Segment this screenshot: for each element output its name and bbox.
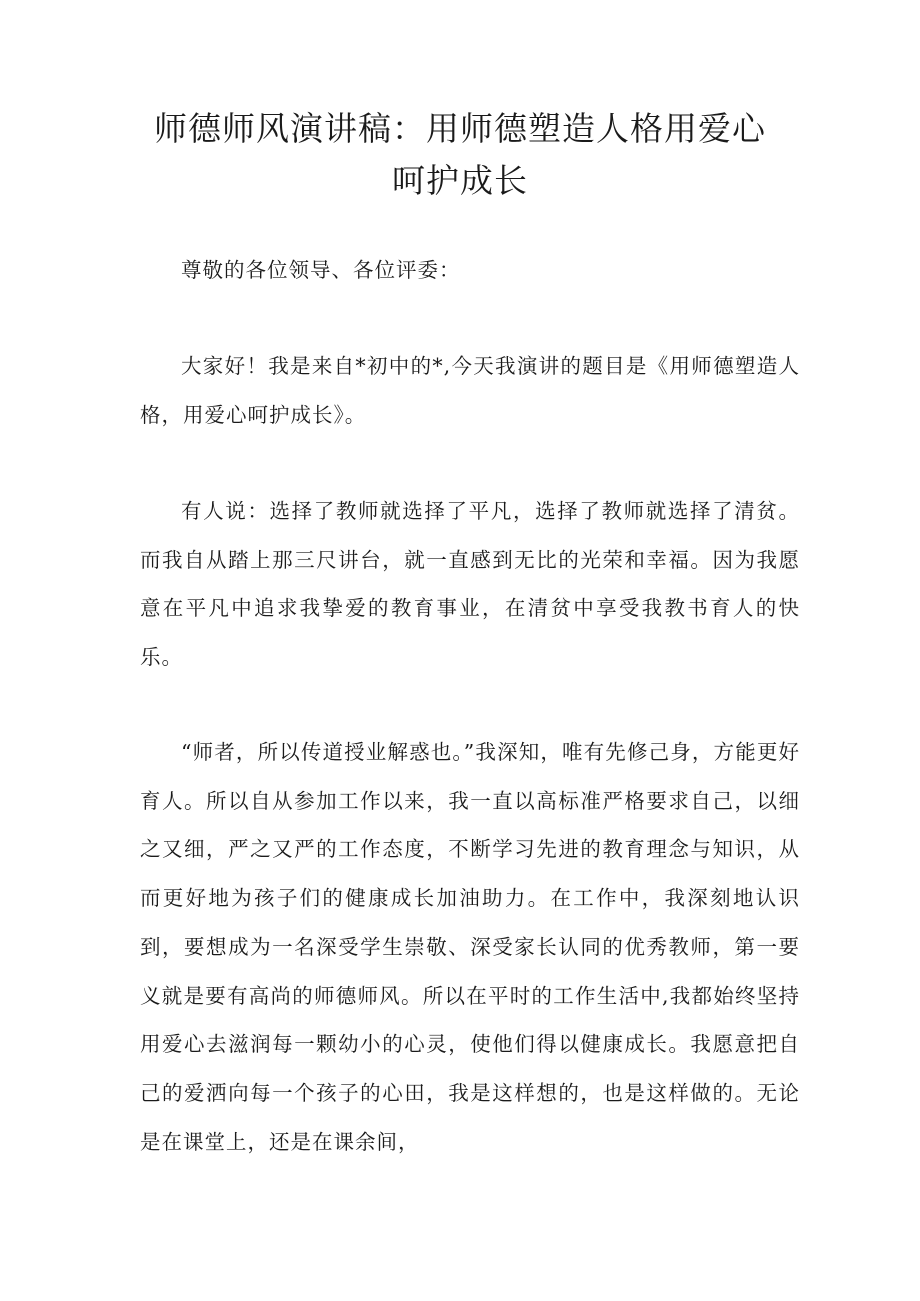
body-paragraph-1: 有人说：选择了教师就选择了平凡，选择了教师就选择了清贫。而我自从踏上那三尺讲台，就一直感到无比的光荣和幸福。因为我愿意在平凡中追求我挚爱的教育事业，在清贫中享受我教书育人的快乐。 — [140, 499, 800, 670]
salutation-paragraph: 尊敬的各位领导、各位评委： — [181, 258, 461, 282]
body-paragraph-2: “师者，所以传道授业解惑也。”我深知，唯有先修己身，方能更好育人。所以自从参加工作以来，我一直以高标准严格要求自己，以细之又细，严之又严的工作态度，不断学习先进的教育理念与知识，从而更好地为孩子们的健康成长加油助力。在工作中，我深刻地认识到，要想成为一名深受学生崇敬、深受家长认同的优秀教师，第一要义就是要有高尚的师德师风。所以在平时的工作生活中,我都始终坚持用爱心去滋润每一颗幼小的心灵，使他们得以健康成长。我愿意把自己的爱洒向每一个孩子的心田，我是这样想的，也是这样做的。无论是在课堂上，还是在课余间， — [140, 740, 800, 1154]
document-title: 师德师风演讲稿：用师德塑造人格用爱心呵护成长 — [154, 109, 766, 200]
greeting-paragraph: 大家好！我是来自*初中的*,今天我演讲的题目是《用师德塑造人格，用爱心呵护成长》。 — [140, 354, 800, 427]
